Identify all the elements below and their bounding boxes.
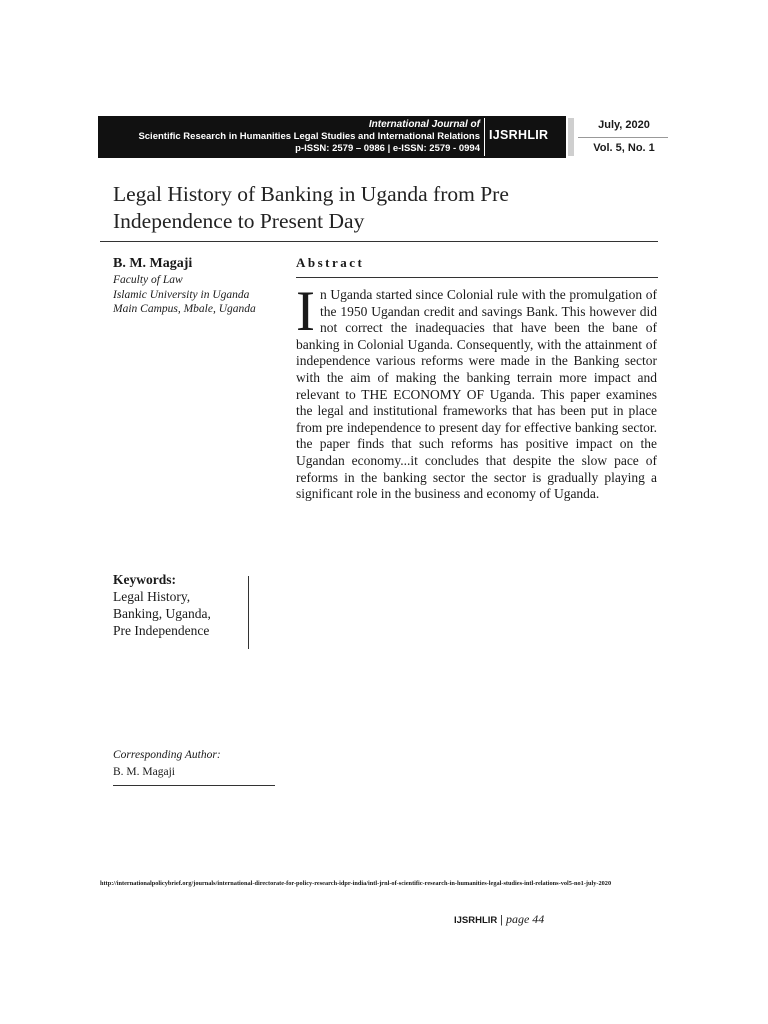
journal-header-text (100, 119, 480, 155)
keyword-item: Pre Independence (113, 623, 210, 638)
issue-volume: Vol. 5, No. 1 (593, 142, 655, 154)
page-number: page 44 (505, 912, 545, 926)
corresponding-author-heading: Corresponding Author: (113, 749, 221, 761)
abstract-text: n Uganda started since Colonial rule with the promulgation of the 1950 Ugandan credit and savings Bank. This however did not correct the inadequacies that have been the bane of banking in Colonial Uganda. Consequently, with the attainment of independence various reforms were made in the Banking sector with the aim of making the banking terrain more impact and relevant to THE ECONOMY OF Uganda. This paper examines the legal and institutional frameworks that has been put in place from pre independence to present day for effective banking sector. the paper finds that such reforms has positive impact on the Ugandan economy...it concludes that despite the slow pace of reforms in the banking sector the sector is gradually playing a significant role in the business and economy of Uganda. (296, 287, 657, 502)
author-block (113, 255, 293, 317)
issue-meta-divider (578, 137, 668, 138)
keywords-heading: Keywords: (113, 572, 176, 587)
article-url[interactable]: http://internationalpolicybrief.org/journals/international-directorate-for-policy-research-idpr-india/intl-jrnl-of-scientific-research-in-humanities-legal-studies-intl-relations-vol5-no1-july-2020 (100, 880, 612, 887)
journal-name-line1: International Journal of (368, 119, 480, 130)
journal-abbreviation: IJSRHLIR (489, 128, 549, 142)
issue-meta-accent (568, 118, 574, 156)
journal-name-line2: Scientific Research in Humanities Legal Studies and International Relations (138, 131, 480, 142)
keywords-divider (248, 576, 249, 649)
article-title: Legal History of Banking in Uganda from Pre Independence to Present Day (113, 182, 509, 233)
footer-journal-abbr: IJSRHLIR (454, 915, 498, 926)
title-rule (100, 241, 658, 242)
header-divider (484, 118, 485, 156)
abstract-heading: Abstract (296, 255, 365, 270)
abstract-dropcap: I (296, 280, 315, 343)
page-footer (454, 912, 544, 927)
corresponding-author-name: B. M. Magaji (113, 766, 175, 778)
author-affiliation-1: Faculty of Law (113, 274, 183, 286)
abstract-rule (296, 277, 658, 278)
footer-separator: | (500, 912, 503, 926)
keywords-block (113, 571, 211, 639)
author-name: B. M. Magaji (113, 256, 193, 271)
keyword-item: Banking, Uganda, (113, 606, 211, 621)
corresponding-author-block (113, 747, 221, 781)
journal-issn: p-ISSN: 2579 – 0986 | e-ISSN: 2579 - 0994 (295, 143, 480, 154)
abstract-body (296, 280, 657, 503)
author-affiliation-2: Islamic University in Uganda (113, 288, 250, 301)
author-affiliation-3: Main Campus, Mbale, Uganda (113, 303, 256, 315)
corresponding-author-rule (113, 785, 275, 786)
issue-date: July, 2020 (598, 119, 650, 131)
keyword-item: Legal History, (113, 589, 191, 604)
